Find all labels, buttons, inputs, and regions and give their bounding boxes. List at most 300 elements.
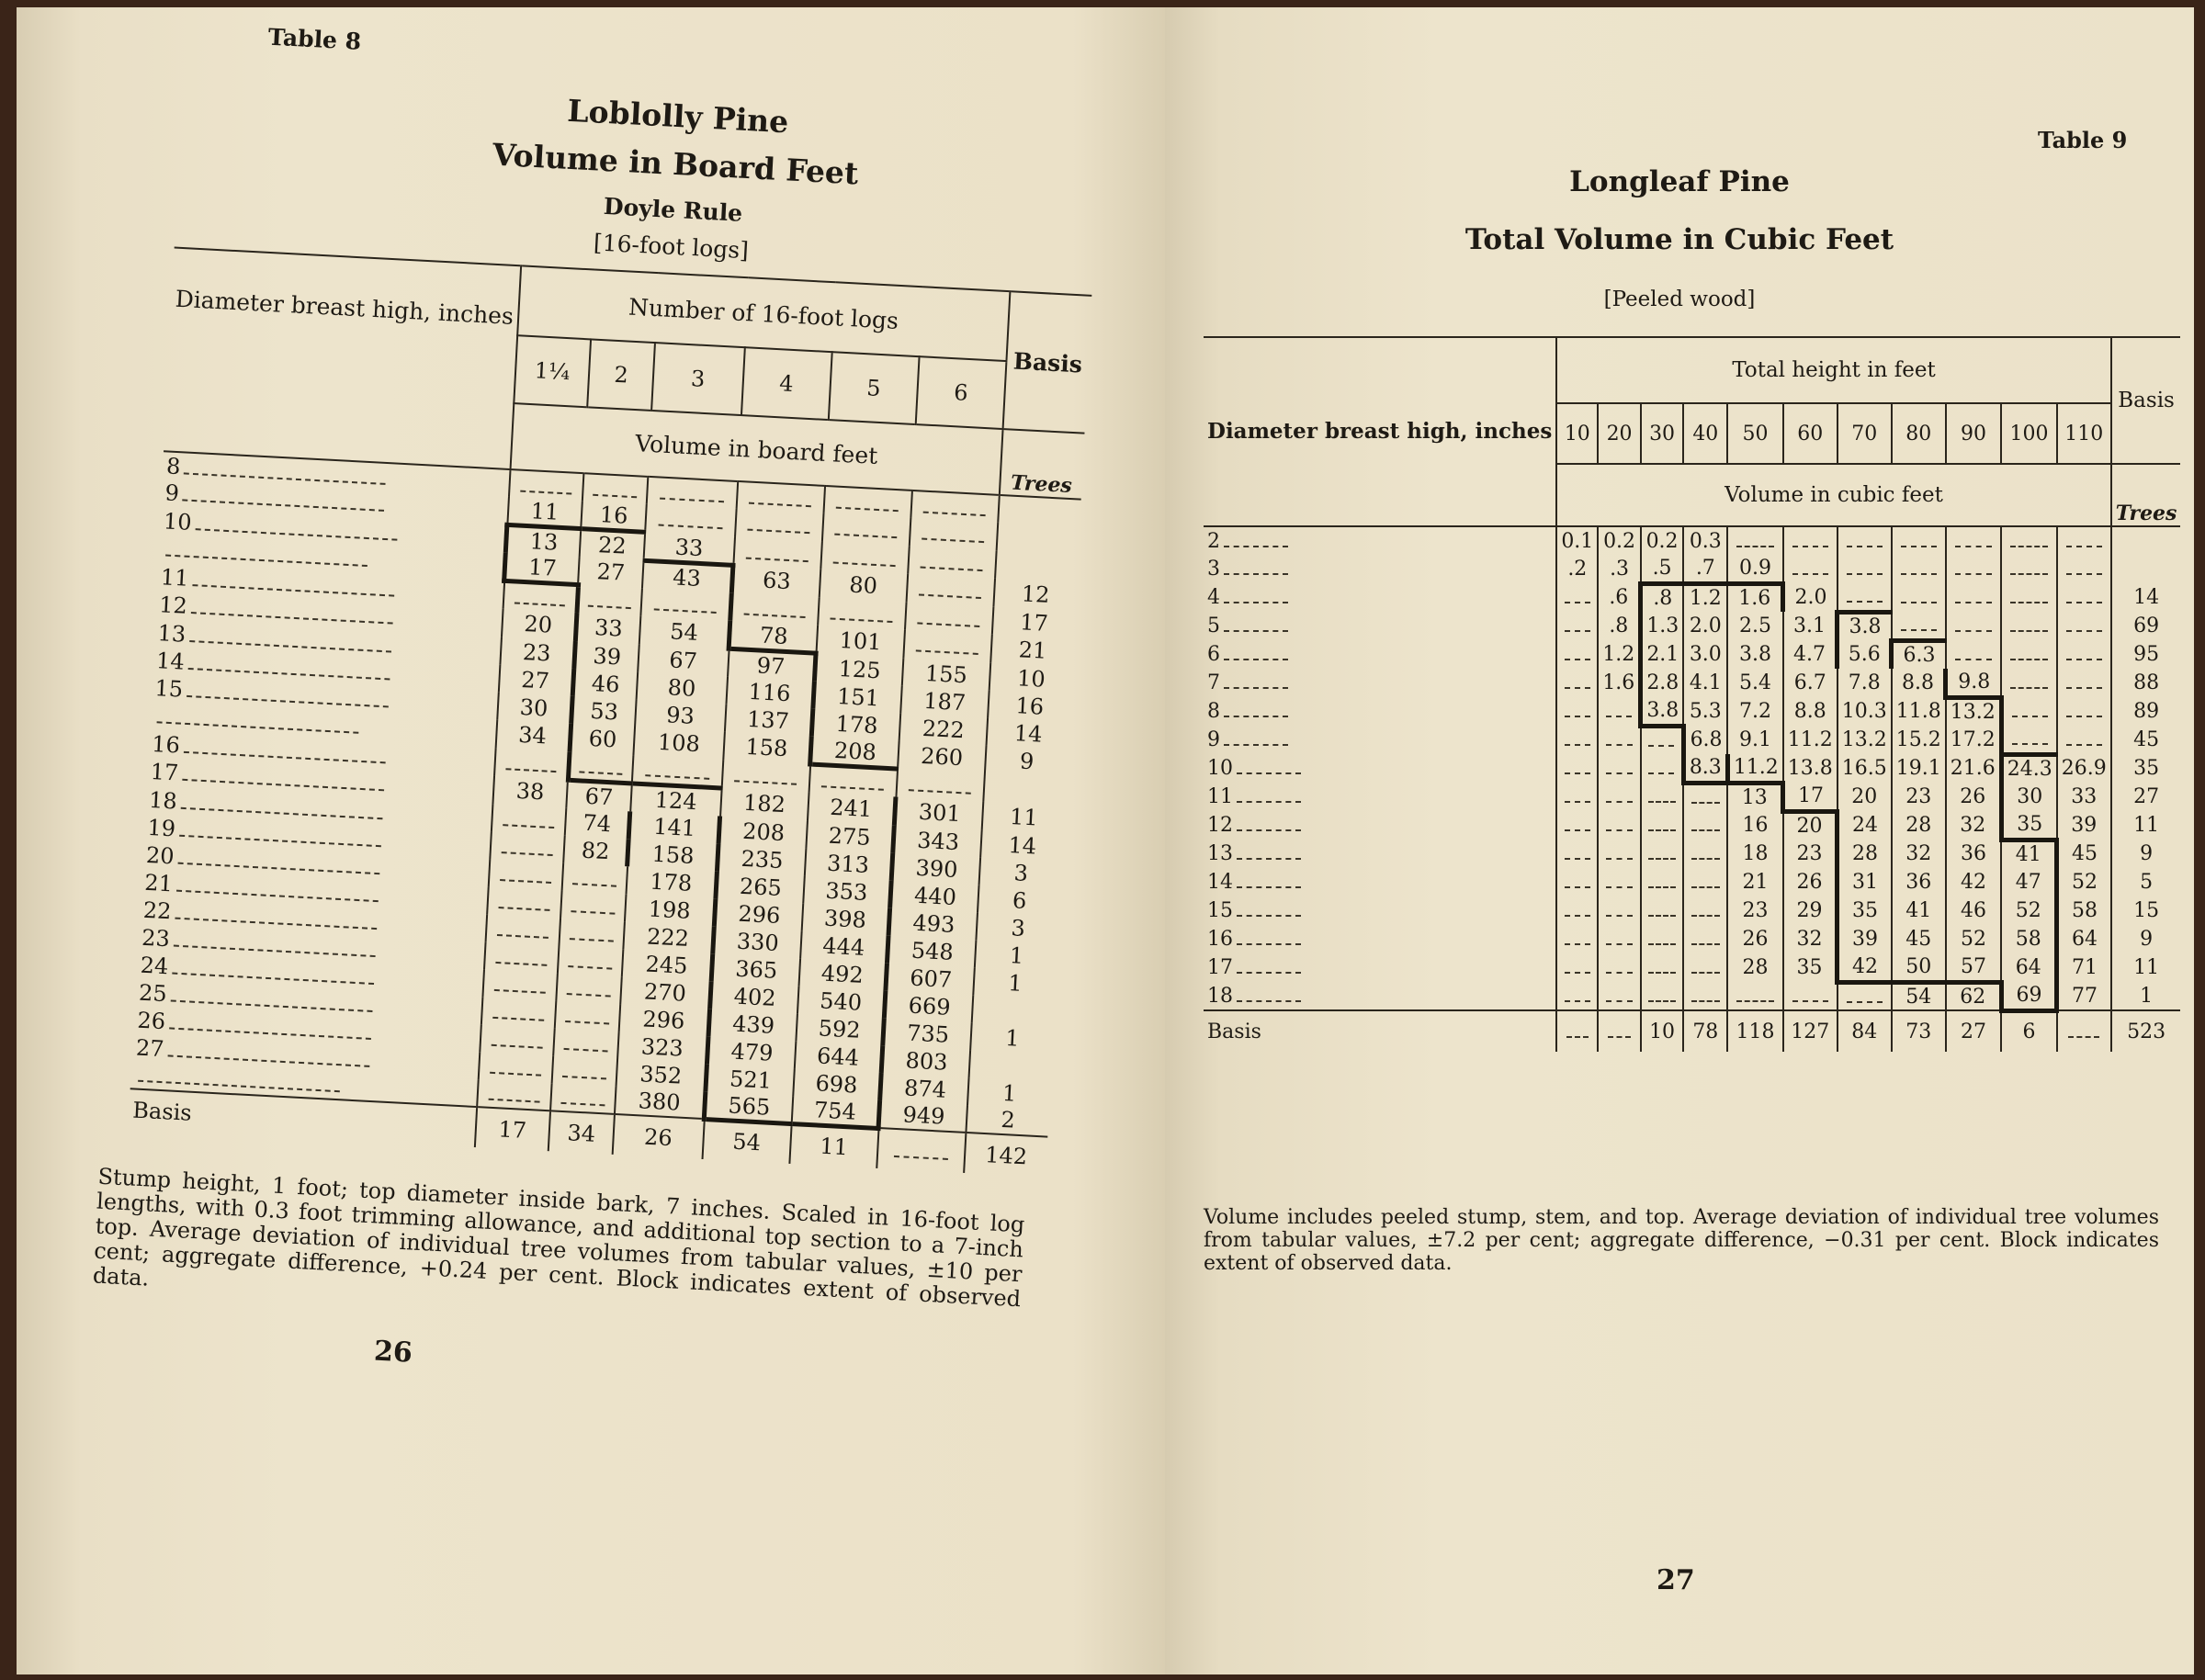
volume-cell: 43 (642, 560, 733, 593)
volume-cell (1946, 555, 2001, 583)
empty-dash (1606, 744, 1633, 746)
empty-dash (588, 604, 631, 608)
empty-dash (561, 1102, 605, 1107)
basis-count: 27 (1946, 1010, 2001, 1052)
volume-cell: 64 (2001, 953, 2056, 982)
volume-cell: 23 (1783, 840, 1838, 868)
empty-dash (747, 529, 809, 535)
column-header: 10 (1556, 403, 1598, 464)
volume-cell: 540 (797, 986, 887, 1018)
empty-dash (653, 608, 717, 614)
empty-dash (2066, 546, 2102, 547)
log-note: [16-foot logs] (593, 229, 750, 265)
volume-cell: 10.3 (1838, 697, 1892, 726)
empty-dash (1955, 573, 1992, 575)
volume-cell: 20 (1838, 783, 1892, 811)
column-header: 70 (1838, 403, 1892, 464)
volume-cell: .3 (1598, 555, 1641, 583)
column-header: 1¼ (514, 336, 591, 408)
volume-cell: 735 (883, 1018, 972, 1050)
empty-dash (834, 534, 897, 539)
table-row (1204, 953, 2180, 982)
volume-cell (1641, 925, 1684, 953)
volume-cell (823, 486, 912, 518)
basis-cell: 1 (973, 967, 1056, 999)
volume-cell: 270 (620, 976, 711, 1009)
volume-cell (1641, 754, 1684, 783)
basis-cell: 12 (993, 579, 1076, 611)
volume-cell: .8 (1598, 612, 1641, 640)
diameter-label: 3 (1207, 558, 1220, 581)
leader-dots (1224, 659, 1288, 660)
volume-cell: 198 (625, 894, 716, 926)
empty-dash (1565, 744, 1590, 746)
basis-cell: 88 (2111, 669, 2181, 697)
empty-dash (1608, 1036, 1632, 1038)
volume-cell: 222 (899, 714, 988, 746)
volume-cell (733, 536, 822, 569)
volume-cell: 8.3 (1683, 754, 1727, 783)
empty-dash (501, 851, 552, 856)
volume-cell (1641, 953, 1684, 982)
leader-dots (1224, 546, 1288, 547)
volume-cell: 23 (1727, 896, 1782, 925)
empty-dash (1648, 858, 1675, 860)
empty-dash (2012, 743, 2048, 745)
volume-cell (1641, 726, 1684, 754)
basis-cell: 9 (985, 746, 1068, 778)
empty-dash (2066, 716, 2102, 717)
basis-cell: 9 (2111, 840, 2181, 868)
volume-cell: 9.1 (1727, 726, 1782, 754)
volume-cell: 36 (1892, 868, 1946, 896)
table-row (1204, 840, 2180, 868)
basis-cell: 27 (2111, 783, 2181, 811)
volume-cell: 22 (580, 529, 645, 560)
volume-cell: .6 (1598, 583, 1641, 612)
basis-count: 11 (789, 1123, 878, 1168)
volume-cell: 21 (1727, 868, 1782, 896)
volume-cell: 77 (2057, 982, 2111, 1010)
longleaf-volume-table (1204, 336, 2180, 1052)
volume-cell (1556, 925, 1598, 953)
table-footnote: Volume includes peeled stump, stem, and top. Average deviation of individual tree volumes from tabular values, ±7.2 per cent; aggregate difference, −0.31 per cent. Block indicates extent of observed data. (1204, 1206, 2159, 1275)
empty-dash (2066, 744, 2102, 746)
volume-cell (1556, 669, 1598, 697)
volume-cell: 565 (704, 1091, 793, 1123)
volume-cell: 45 (1892, 925, 1946, 953)
empty-dash (1648, 801, 1675, 803)
volume-cell: 803 (882, 1045, 971, 1077)
volume-cell: 260 (898, 741, 987, 773)
diameter-label: 13 (156, 619, 187, 648)
volume-cell: 7.8 (1838, 669, 1892, 697)
volume-cell: 151 (813, 682, 902, 714)
basis-cell: 9 (2111, 925, 2181, 953)
empty-dash (1565, 801, 1590, 803)
empty-dash (2012, 716, 2048, 717)
volume-cell (2057, 612, 2111, 640)
volume-cell: 8.8 (1892, 669, 1946, 697)
basis-count (876, 1128, 966, 1173)
volume-cell: 27 (578, 557, 643, 588)
empty-dash (1901, 629, 1937, 631)
volume-cell: 187 (900, 686, 989, 718)
basis-cell: 15 (2111, 896, 2181, 925)
empty-dash (836, 506, 899, 512)
empty-dash (746, 557, 808, 562)
volume-cell (908, 546, 997, 578)
empty-dash (1606, 716, 1632, 717)
volume-cell (1683, 925, 1727, 953)
volume-cell: 440 (890, 880, 979, 912)
diameter-label: 18 (148, 786, 178, 815)
empty-dash (1901, 602, 1937, 603)
volume-cell (1641, 982, 1684, 1010)
empty-dash (1792, 1000, 1828, 1002)
basis-cell: 3 (979, 857, 1062, 889)
volume-cell (1683, 896, 1727, 925)
volume-cell (818, 597, 907, 629)
volume-cell (488, 859, 563, 890)
volume-cell: 54 (639, 616, 730, 649)
table-row (1204, 982, 2180, 1010)
empty-dash (1565, 943, 1590, 945)
column-header: 4 (741, 347, 832, 420)
diameter-label: 10 (163, 508, 193, 536)
volume-cell: 178 (626, 866, 717, 898)
empty-dash (1606, 943, 1633, 945)
volume-cell: 50 (1892, 953, 1946, 982)
volume-cell: 32 (1783, 925, 1838, 953)
empty-dash (1648, 745, 1674, 747)
volume-cell: 30 (2001, 783, 2056, 811)
empty-dash (514, 602, 564, 606)
volume-cell: 669 (885, 990, 974, 1022)
volume-cell (1598, 840, 1641, 868)
empty-dash (1565, 772, 1590, 774)
volume-cell: 208 (810, 737, 899, 769)
empty-dash (564, 1047, 608, 1052)
volume-cell: 644 (795, 1041, 884, 1073)
volume-cell: 23 (1892, 783, 1946, 811)
diameter-cell (1204, 982, 1556, 1010)
volume-cell (736, 481, 825, 513)
diameter-label: 19 (146, 814, 176, 841)
empty-dash (1565, 829, 1590, 831)
volume-cell: 9.8 (1946, 669, 2001, 697)
leader-dots (1224, 687, 1288, 689)
basis-count: 118 (1727, 1010, 1782, 1052)
volume-cell (560, 890, 626, 921)
diameter-cell (1204, 583, 1556, 612)
column-header: 40 (1683, 403, 1727, 464)
empty-dash (1606, 801, 1633, 803)
table-row (1204, 583, 2180, 612)
volume-cell: 24.3 (2001, 754, 2056, 783)
diameter-label (162, 536, 163, 562)
empty-dash (2066, 602, 2102, 603)
volume-cell: 444 (800, 930, 889, 963)
volume-cell: 5.4 (1727, 669, 1782, 697)
volume-cell: 2.8 (1641, 669, 1684, 697)
basis-cell: 14 (980, 829, 1063, 862)
column-header: 60 (1783, 403, 1838, 464)
volume-cell: 178 (811, 709, 900, 741)
diameter-label: 6 (1207, 643, 1220, 666)
diameter-label: 27 (135, 1034, 165, 1062)
volume-cell (2001, 697, 2056, 726)
empty-dash (491, 1043, 542, 1048)
volume-cell (2001, 612, 2056, 640)
volume-cell: 82 (563, 835, 628, 866)
empty-dash (570, 938, 614, 942)
volume-cell (1598, 754, 1641, 783)
volume-cell: 493 (888, 908, 978, 940)
empty-dash (2066, 573, 2102, 575)
volume-cell (1683, 783, 1727, 811)
volume-cell: 548 (888, 935, 977, 967)
table-row (1204, 726, 2180, 754)
diameter-cell (1204, 754, 1556, 783)
volume-cell: 33 (644, 532, 735, 565)
volume-cell: 245 (622, 949, 713, 981)
volume-cell: 479 (707, 1036, 797, 1068)
volume-cell: 62 (1946, 982, 2001, 1010)
volume-cell (494, 748, 570, 780)
volume-cell (1556, 726, 1598, 754)
diameter-cell (1204, 896, 1556, 925)
volume-cell: .5 (1641, 555, 1684, 583)
diameter-label (134, 1062, 135, 1088)
basis-row-label: Basis (128, 1088, 476, 1147)
volume-cell (1598, 811, 1641, 840)
empty-dash (833, 561, 896, 567)
empty-dash (1606, 915, 1633, 917)
empty-dash (1606, 772, 1633, 774)
volume-cell (1727, 526, 1782, 555)
empty-dash (1691, 858, 1719, 860)
basis-cell: 3 (976, 912, 1058, 944)
volume-cell: 13.2 (1838, 726, 1892, 754)
volume-cell: 13 (1727, 783, 1782, 811)
volume-cell: 74 (565, 807, 630, 839)
empty-dash (562, 1075, 606, 1079)
diameter-cell (1204, 697, 1556, 726)
volume-cell: 52 (2057, 868, 2111, 896)
empty-dash (1736, 1000, 1773, 1002)
empty-dash (1606, 829, 1633, 831)
volume-cell (555, 1000, 620, 1032)
empty-dash (1691, 1000, 1719, 1002)
value-header: Volume in cubic feet (1724, 483, 1943, 507)
empty-dash (568, 965, 612, 970)
volume-cell: 24 (1838, 811, 1892, 840)
volume-cell: 35 (2001, 811, 2056, 840)
empty-dash (1565, 858, 1590, 860)
volume-cell: 521 (706, 1064, 795, 1096)
volume-cell: 32 (1892, 840, 1946, 868)
basis-cell: 5 (2111, 868, 2181, 896)
rule-label: Doyle Rule (603, 192, 743, 227)
empty-dash (493, 988, 545, 993)
basis-cell: 95 (2111, 640, 2181, 669)
volume-cell: 26.9 (2057, 754, 2111, 783)
volume-cell: 35 (1838, 896, 1892, 925)
empty-dash (1606, 1000, 1633, 1002)
leader-dots (1224, 744, 1288, 746)
volume-cell (568, 751, 633, 783)
empty-dash (918, 622, 980, 627)
volume-cell: 222 (623, 921, 714, 953)
table-footnote: Stump height, 1 foot; top diameter inside bark, 7 inches. Scaled in 16-foot log lengths, with 0.3 foot trimming allowance, and additional top section to a 7-inch top. Average deviation of individual tree volumes from tabular values, ±10 per cent; aggregate difference, +0.24 per cent. Block indicates extent of observed data. (92, 1163, 1025, 1313)
basis-count: 26 (613, 1114, 705, 1159)
diameter-label: 12 (1207, 814, 1233, 837)
volume-cell (1946, 640, 2001, 669)
table-row (1204, 640, 2180, 669)
leader-dots (1237, 829, 1301, 831)
basis-header: Basis (1003, 291, 1092, 434)
volume-cell: 13.2 (1946, 697, 2001, 726)
diameter-label: 10 (1207, 757, 1233, 780)
leader-dots (1237, 886, 1301, 888)
column-header: 30 (1641, 403, 1684, 464)
volume-cell: 23 (500, 637, 575, 669)
volume-cell: 39 (2057, 811, 2111, 840)
volume-cell (906, 574, 995, 606)
group-header: Total height in feet (1556, 337, 2110, 403)
right-page (1165, 7, 2194, 1674)
volume-cell (645, 504, 736, 537)
trees-label: Trees (1000, 429, 1085, 499)
table-row (1204, 669, 2180, 697)
table-subtitle: Volume in Board Feet (492, 136, 860, 192)
volume-cell (1641, 811, 1684, 840)
volume-cell: 101 (816, 626, 905, 658)
leader-dots (1237, 801, 1301, 803)
volume-cell (487, 886, 562, 918)
basis-cell (998, 495, 1080, 527)
volume-cell: 67 (566, 780, 631, 811)
empty-dash (1901, 546, 1937, 547)
volume-cell: 116 (726, 677, 815, 709)
empty-dash (1691, 829, 1719, 831)
diameter-cell (1204, 526, 1556, 555)
diameter-label: 22 (142, 896, 173, 924)
diameter-cell (1204, 783, 1556, 811)
volume-cell: .8 (1641, 583, 1684, 612)
volume-cell: 57 (1946, 953, 2001, 982)
diameter-label: 11 (1207, 785, 1233, 808)
volume-cell (2001, 526, 2056, 555)
volume-cell (1598, 982, 1641, 1010)
leader-dots (1237, 972, 1301, 974)
table-subtitle: Total Volume in Cubic Feet (1464, 223, 1894, 256)
volume-cell: 78 (729, 621, 818, 653)
volume-cell: 2.0 (1683, 612, 1727, 640)
volume-cell: 352 (616, 1059, 707, 1091)
column-header: 90 (1946, 403, 2001, 464)
volume-cell: 1.2 (1598, 640, 1641, 669)
volume-cell: 3.0 (1683, 640, 1727, 669)
volume-cell (1598, 697, 1641, 726)
volume-cell (1683, 953, 1727, 982)
diameter-label: 16 (1207, 928, 1233, 951)
basis-cell: 2 (966, 1105, 1048, 1137)
volume-cell (1598, 896, 1641, 925)
volume-cell (552, 1055, 617, 1087)
volume-cell: 380 (615, 1086, 706, 1119)
volume-cell: 1.2 (1683, 583, 1727, 612)
diameter-cell (1204, 811, 1556, 840)
volume-cell (2057, 726, 2111, 754)
volume-cell (478, 1052, 553, 1083)
volume-cell: 21.6 (1946, 754, 2001, 783)
volume-cell (1683, 811, 1727, 840)
basis-cell: 1 (2111, 982, 2181, 1010)
volume-cell (1641, 840, 1684, 868)
row-header: Diameter breast high, inches (164, 248, 521, 469)
empty-dash (1648, 1000, 1675, 1002)
volume-cell: 592 (796, 1013, 885, 1045)
volume-cell: 949 (878, 1100, 967, 1133)
empty-dash (922, 538, 984, 544)
empty-dash (1847, 1001, 1883, 1003)
volume-cell (556, 973, 621, 1004)
volume-cell (1892, 612, 1946, 640)
volume-cell: 390 (892, 852, 981, 885)
volume-cell: 53 (571, 696, 636, 727)
column-header: 3 (651, 343, 744, 415)
leader-dots (1237, 858, 1301, 860)
empty-dash (571, 910, 616, 915)
volume-cell: 7.2 (1727, 697, 1782, 726)
volume-cell: 265 (716, 871, 805, 903)
volume-cell (1946, 612, 2001, 640)
volume-cell: 155 (902, 658, 991, 690)
table-row (1204, 868, 2180, 896)
empty-dash (505, 768, 556, 772)
empty-dash (500, 879, 551, 884)
basis-cell: 89 (2111, 697, 2181, 726)
volume-cell (480, 1024, 555, 1055)
volume-cell: 33 (575, 613, 640, 644)
column-header: 50 (1727, 403, 1782, 464)
volume-cell: 11.2 (1727, 754, 1782, 783)
diameter-cell (1204, 612, 1556, 640)
basis-row-label: Basis (1204, 1010, 1556, 1052)
empty-dash (1606, 972, 1633, 974)
volume-cell (1641, 868, 1684, 896)
diameter-label: 15 (1207, 899, 1233, 922)
volume-cell: 28 (1727, 953, 1782, 982)
volume-cell: 26 (1727, 925, 1782, 953)
empty-dash (1691, 943, 1719, 945)
volume-cell: 241 (808, 793, 897, 825)
diameter-label: 23 (141, 924, 171, 952)
basis-cell (997, 523, 1080, 555)
volume-cell: 11 (507, 497, 582, 529)
volume-cell: 17 (1783, 783, 1838, 811)
basis-cell (983, 773, 1066, 806)
volume-cell: .7 (1683, 555, 1727, 583)
empty-dash (2010, 687, 2047, 689)
volume-cell (2057, 697, 2111, 726)
volume-cell (1556, 640, 1598, 669)
volume-cell: 19.1 (1892, 754, 1946, 783)
empty-dash (492, 1016, 544, 1020)
diameter-cell (1204, 640, 1556, 669)
